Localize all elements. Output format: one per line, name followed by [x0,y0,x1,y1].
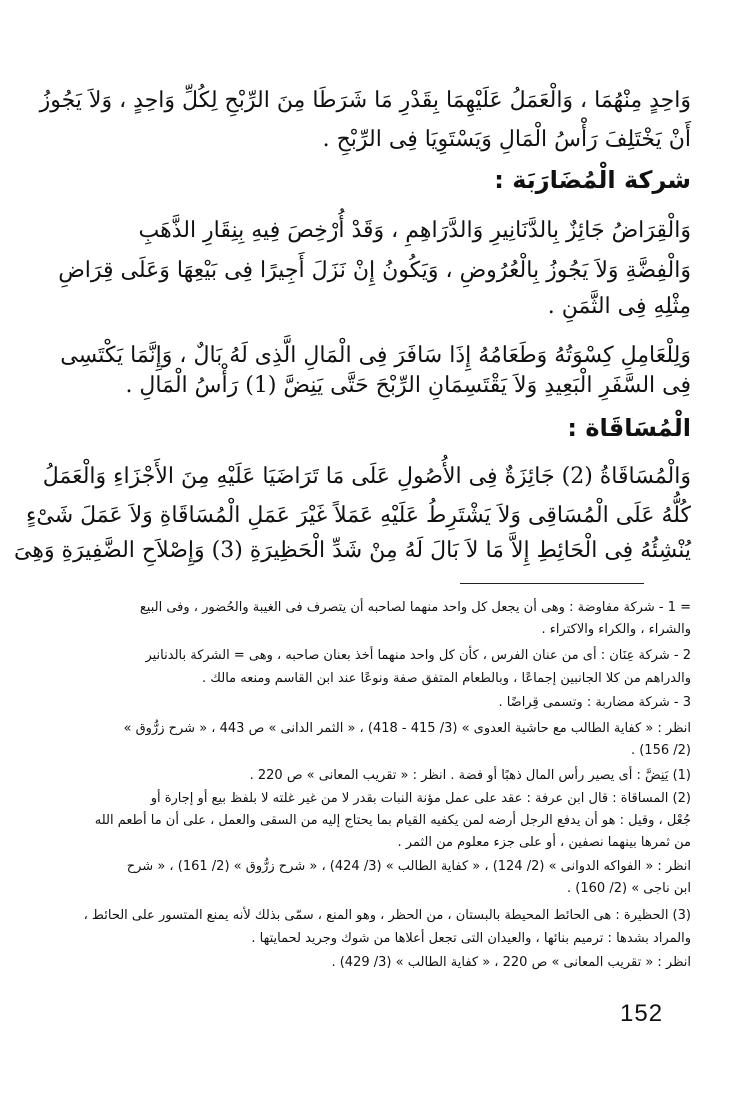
footnote-line: والمراد بشدها : ترميم بنائها ، والعيدان التى تجعل أعلاها من شوك وجريد لحمايتها . [251,931,691,946]
heading-musaqat: الْمُسَاقَاة : [567,414,691,442]
section-line: يُنْشِئُهُ فِى الْحَائِطِ إِلاَّ مَا لاَ بَالَ لَهُ مِنْ شَدِّ الْحَظِيرَةِ (3) وَإِصْلاَحِ الضَّفِيرَةِ وَهِىَ [14,538,691,563]
heading-mudaraba: شركة الْمُضَارَبَة : [494,166,691,194]
footnote-line: والدراهم من كلا الجانبين إجماعًا ، وبالطعام المتفق صفة ونوعًا عند ابن القاسم ومنعه مالك . [202,671,691,686]
footnote-line: انظر : « الفواكه الدوانى » (2/ 124) ، « كفاية الطالب » (3/ 424) ، « شرح زرُّوق » (2/ 161) ، « شرح [126,859,691,874]
section-line: وَالْمُسَاقَاةُ (2) جَائِزَةٌ فِى الأُصُولِ عَلَى مَا تَرَاضَيَا عَلَيْهِ مِنَ الأَجْزَاءِ وَالْعَمَلُ [42,464,691,489]
footnote-line: 2 - شركة عِنَان : أى من عنان الفرس ، كأن كل واحد منهما أخذ بعنان صاحبه ، وهى = الشركة بالدنانير [145,648,691,663]
section-line: وَالْفِضَّةِ وَلاَ يَجُوزُ بِالْعُرُوضِ ، وَيَكُونُ إِنْ نَزَلَ أَجِيرًا فِى بَيْعِهَا وَعَلَى قِرَاضِ [58,258,691,283]
footnote-separator [460,583,644,584]
section-line: وَلِلْعَامِلِ كِسْوَتُهُ وَطَعَامُهُ إِذَا سَافَرَ فِى الْمَالِ الَّذِى لَهُ بَالٌ ، وَإِنَّمَا يَكْتَسِى [60,343,691,368]
main-line: أَنْ يَخْتَلِفَ رَأْسُ الْمَالِ وَيَسْتَوِيَا فِى الرِّبْحِ . [322,127,691,152]
footnote-line: جُعْل ، وقيل : هو أن يدفع الرجل أرضه لمن يكفيه القيام بما يحتاج إليه من السقى والعمل ، على أن ما أطعم الله [94,813,691,828]
page-number: 152 [620,1000,664,1027]
footnote-line: (2/ 156) . [630,743,691,758]
footnote-line: انظر : « كفاية الطالب مع حاشية العدوى » (3/ 415 - 418) ، « الثمر الدانى » ص 443 ، « شرح زرُّوق » [123,721,691,736]
footnote-line: انظر : « تقريب المعانى » ص 220 ، « كفاية الطالب » (3/ 429) . [331,955,691,970]
footnote-line: من ثمرها بينهما نصفين ، أو على جزء معلوم من الثمر . [397,835,691,850]
main-line: وَاحِدٍ مِنْهُمَا ، وَالْعَمَلُ عَلَيْهِمَا بِقَدْرِ مَا شَرَطَا مِنَ الرِّبْحِ لِكُلِّ وَاحِدٍ ، وَلاَ يَجُوزُ [39,88,691,113]
footnote-line: ابن ناجى » (2/ 160) . [567,881,691,896]
section-line: فِى السَّفَرِ الْبَعِيدِ وَلاَ يَقْتَسِمَانِ الرِّبْحَ حَتَّى يَنِضَّ (1) رَأْسُ الْمَالِ . [125,373,691,398]
footnote-line: 3 - شركة مضاربة : وتسمى قِراضًا . [498,695,691,710]
section-line: كُلُّهُ عَلَى الْمُسَاقِى وَلاَ يَشْتَرِطُ عَلَيْهِ عَمَلاً غَيْرَ عَمَلِ الْمُسَاقَاةِ وَلاَ عَمَلَ شَىْءٍ [26,503,691,528]
footnote-line: = 1 - شركة مفاوضة : وهى أن يجعل كل واحد منهما لصاحبه أن يتصرف فى الغيبة والحُضور ، وفى البيع [139,600,691,615]
footnote-line: (3) الحظيرة : هى الحائط المحيطة بالبستان ، من الحظر ، وهو المنع ، سمّى بذلك لأنه يمنع المتسور على الحائط ، [83,908,691,923]
footnote-line: (2) المساقاة : قال ابن عرفة : عقد على عمل مؤنة النبات بقدر لا من غير غلته لا بلفظ بيع أو إجارة أو [150,791,691,806]
footnote-line: والشراء ، والكراء والاكتراء . [541,622,691,637]
section-line: وَالْقِرَاضُ جَائِزٌ بِالدَّنَانِيرِ وَالدَّرَاهِمِ ، وَقَدْ أُرْخِصَ فِيهِ بِنِقَارِ الذَّهَبِ [138,218,691,243]
footnote-line: (1) يَنِضَّ : أى يصير رأس المال ذهبًا أو فضة . انظر : « تقريب المعانى » ص 220 . [249,768,691,783]
section-line: مِثْلِهِ فِى الثَّمَنِ . [547,294,691,319]
